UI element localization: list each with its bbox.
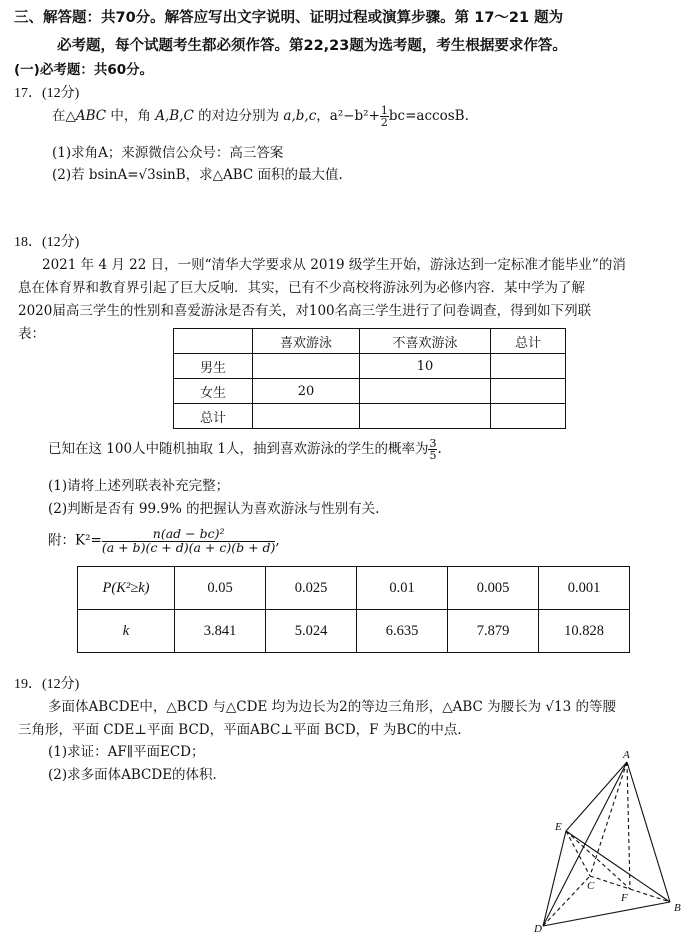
table-cell: k: [78, 610, 175, 653]
contingency-table: [173, 328, 566, 429]
table-cell: 10.828: [539, 610, 630, 653]
q18-formula: 附：K²= $\frac{\text{n(ad − bc)²}}{(a + b)(c + d)(a + c)(b + d)}$ ,: [48, 526, 280, 555]
table-row: [174, 354, 566, 379]
table-cell: [253, 354, 360, 379]
section-instructions: 必考题，每个试题考生都必须作答。第22,23题为选考题，考生根据要求作答。: [57, 38, 567, 54]
label-B: B: [674, 902, 681, 914]
table-cell: 0.05: [175, 567, 266, 610]
q18-para-line1: 2021 年 4 月 22 日，一则“清华大学要求从 2019 级学生开始，游泳达到一定标准才能毕业”的消: [42, 257, 626, 273]
table-cell: [491, 404, 566, 429]
label-E: E: [555, 821, 562, 833]
table-cell: 3.841: [175, 610, 266, 653]
q18-para-line4: 表：: [18, 326, 45, 342]
table-row: [174, 404, 566, 429]
q18-fraction: $\frac{3}{5}$: [429, 437, 437, 462]
table-cell: 0.001: [539, 567, 630, 610]
q18-part1: (1)请将上述列联表补充完整；: [48, 478, 230, 494]
q17-part2: (2)若 bsinA=√3sinB，求△ABC 面积的最大值.: [52, 167, 343, 183]
table-cell: [360, 379, 491, 404]
edge-AB: [627, 762, 670, 902]
section-subtitle: (一)必考题：共60分。: [14, 62, 154, 78]
q18-para-line3: 2020届高三学生的性别和喜爱游泳是否有关，对100名高三学生进行了问卷调查，得到如下列联: [18, 303, 592, 319]
table-cell: 总计: [174, 404, 253, 429]
edge-EF: [566, 831, 630, 889]
edge-ED: [543, 831, 566, 926]
table-header-cell: 不喜欢游泳: [360, 329, 491, 354]
table-cell: 7.879: [448, 610, 539, 653]
table-row: [78, 610, 630, 653]
edge-EB: [566, 831, 670, 902]
table-cell: P(K²≥k): [78, 567, 175, 610]
edge-DB: [543, 902, 670, 926]
edge-EC: [566, 831, 590, 876]
q18-para-line2: 息在体育界和教育界引起了巨大反响．其实，已有不少高校将游泳列为必修内容．某中学为了解: [18, 280, 585, 296]
label-C: C: [587, 880, 595, 892]
polyhedron-figure: [530, 748, 690, 940]
q17-stem: 在△ABC 中，角 A,B,C 的对边分别为 a,b,c，a²−b²+ $\frac{1}{2}$ bc=accosB.: [52, 104, 469, 129]
table-cell: 0.025: [266, 567, 357, 610]
table-cell: 0.01: [357, 567, 448, 610]
table-row: [174, 379, 566, 404]
q19-number: 19．(12分): [14, 677, 80, 692]
label-D: D: [534, 923, 542, 935]
q19-line1: 多面体ABCDE中，△BCD 与△CDE 均为边长为2的等边三角形，△ABC 为腰长为 √13 的等腰: [48, 699, 616, 715]
table-cell: 6.635: [357, 610, 448, 653]
table-row: [78, 567, 630, 610]
q19-part1: (1)求证：AF∥平面ECD；: [48, 744, 205, 760]
table-header-row: [174, 329, 566, 354]
q19-part2: (2)求多面体ABCDE的体积．: [48, 767, 227, 783]
edge-AF: [627, 762, 630, 889]
table-header-cell: 总计: [491, 329, 566, 354]
chi-square-formula: $\frac{\text{n(ad − bc)²}}{(a + b)(c + d)(a + c)(b + d)}$: [101, 526, 276, 555]
q17-number: 17．(12分): [14, 86, 80, 101]
table-cell: [491, 379, 566, 404]
table-header-cell: 喜欢游泳: [253, 329, 360, 354]
q18-probability: 已知在这 100人中随机抽取 1人，抽到喜欢游泳的学生的概率为 $\frac{3}{5}$ .: [48, 437, 442, 462]
table-cell: 0.005: [448, 567, 539, 610]
table-cell: [253, 404, 360, 429]
table-cell: 10: [360, 354, 491, 379]
q19-line2: 三角形，平面 CDE⊥平面 BCD，平面ABC⊥平面 BCD，F 为BC的中点．: [18, 722, 471, 738]
table-cell: [360, 404, 491, 429]
table-cell: 5.024: [266, 610, 357, 653]
q17-part1: (1)求角A；来源微信公众号：高三答案: [52, 145, 284, 161]
label-A: A: [623, 749, 630, 761]
table-cell: 男生: [174, 354, 253, 379]
edge-AC: [590, 762, 627, 876]
table-cell: 20: [253, 379, 360, 404]
critical-value-table: [77, 566, 630, 653]
q17-fraction: $\frac{1}{2}$: [380, 104, 388, 129]
table-cell: 女生: [174, 379, 253, 404]
section-title: 三、解答题：共70分。解答应写出文字说明、证明过程或演算步骤。第 17～21 题为: [14, 10, 564, 26]
label-F: F: [621, 892, 628, 904]
table-cell: [491, 354, 566, 379]
table-header-cell: [174, 329, 253, 354]
q18-part2: (2)判断是否有 99.9% 的把握认为喜欢游泳与性别有关.: [48, 501, 380, 517]
q18-number: 18．(12分): [14, 235, 80, 250]
